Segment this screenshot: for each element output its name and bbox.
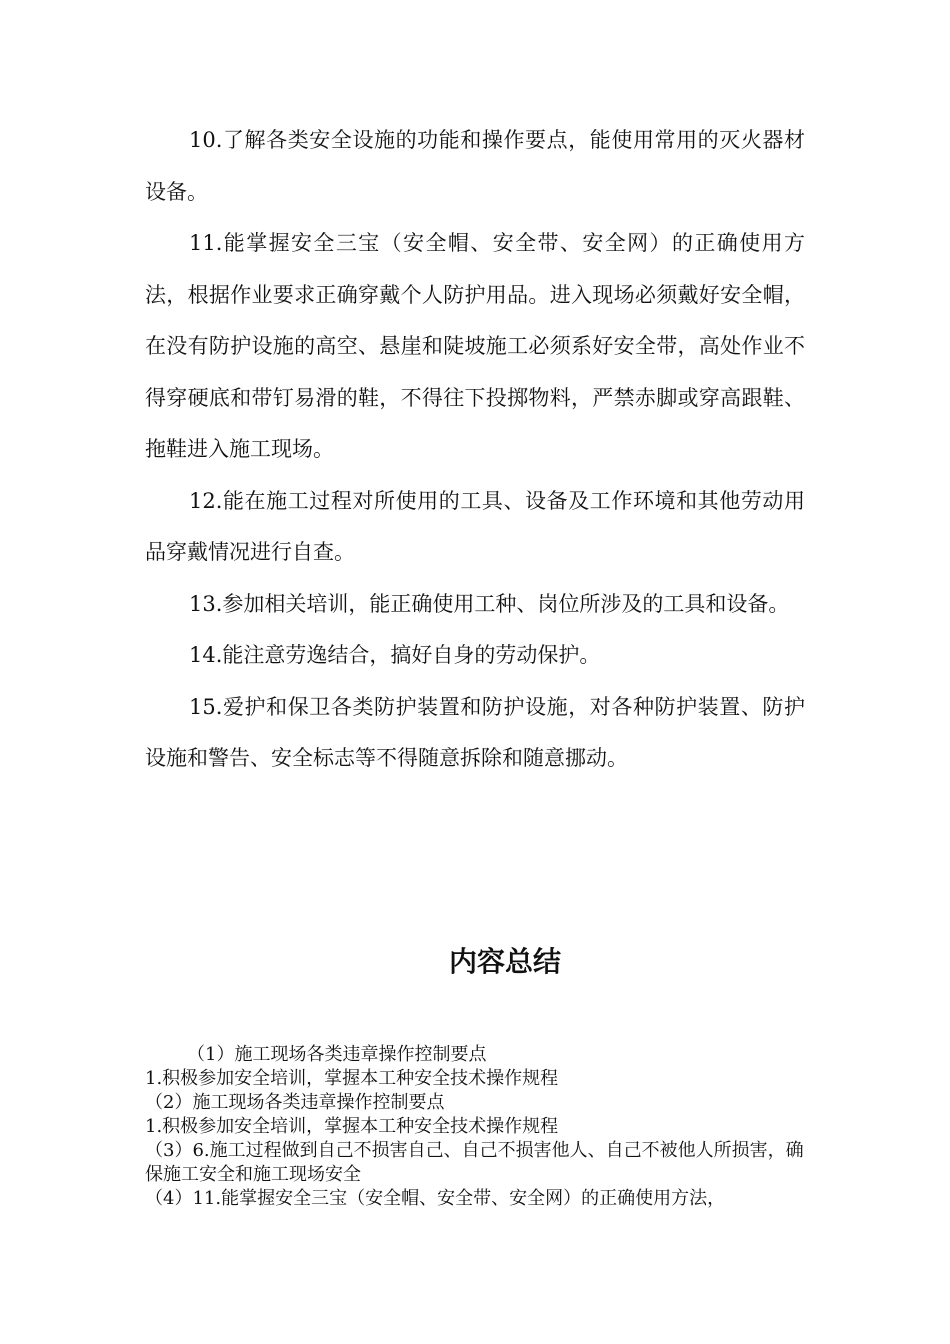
summary-line: （1）施工现场各类违章操作控制要点 bbox=[187, 1044, 487, 1065]
paragraph-14: 14.能注意劳逸结合，搞好自身的劳动保护。 bbox=[189, 643, 601, 667]
summary-title: 内容总结 bbox=[448, 945, 561, 978]
summary-list bbox=[145, 1043, 805, 1211]
paragraph-11: 11.能掌握安全三宝（安全帽、安全带、安全网）的正确使用方法，根据作业要求正确穿戴个人防护用品。进入现场必须戴好安全帽，在没有防护设施的高空、悬崖和陡坡施工必须系好安全带，高处作业不得穿硬底和带钉易滑的鞋，不得往下投掷物料，严禁赤脚或穿高跟鞋、拖鞋进入施工现场。 bbox=[145, 231, 805, 461]
summary-line: （3）6.施工过程做到自己不损害自己、自己不损害他人、自己不被他人所损害，确保施工安全和施工现场安全 bbox=[145, 1140, 804, 1185]
paragraph-15: 15.爱护和保卫各类防护装置和防护设施，对各种防护装置、防护设施和警告、安全标志等不得随意拆除和随意挪动。 bbox=[145, 694, 805, 770]
summary-line: （2）施工现场各类违章操作控制要点 bbox=[145, 1092, 445, 1113]
summary-line: 1.积极参加安全培训，掌握本工种安全技术操作规程 bbox=[145, 1116, 559, 1137]
body-paragraphs bbox=[145, 115, 805, 785]
paragraph-13: 13.参加相关培训，能正确使用工种、岗位所涉及的工具和设备。 bbox=[189, 591, 790, 616]
paragraph-10: 10.了解各类安全设施的功能和操作要点，能使用常用的灭火器材设备。 bbox=[145, 128, 805, 204]
paragraph-12: 12.能在施工过程对所使用的工具、设备及工作环境和其他劳动用品穿戴情况进行自查。 bbox=[145, 488, 805, 564]
summary-line: （4）11.能掌握安全三宝（安全帽、安全带、安全网）的正确使用方法， bbox=[145, 1188, 726, 1209]
summary-line: 1.积极参加安全培训，掌握本工种安全技术操作规程 bbox=[145, 1068, 559, 1089]
